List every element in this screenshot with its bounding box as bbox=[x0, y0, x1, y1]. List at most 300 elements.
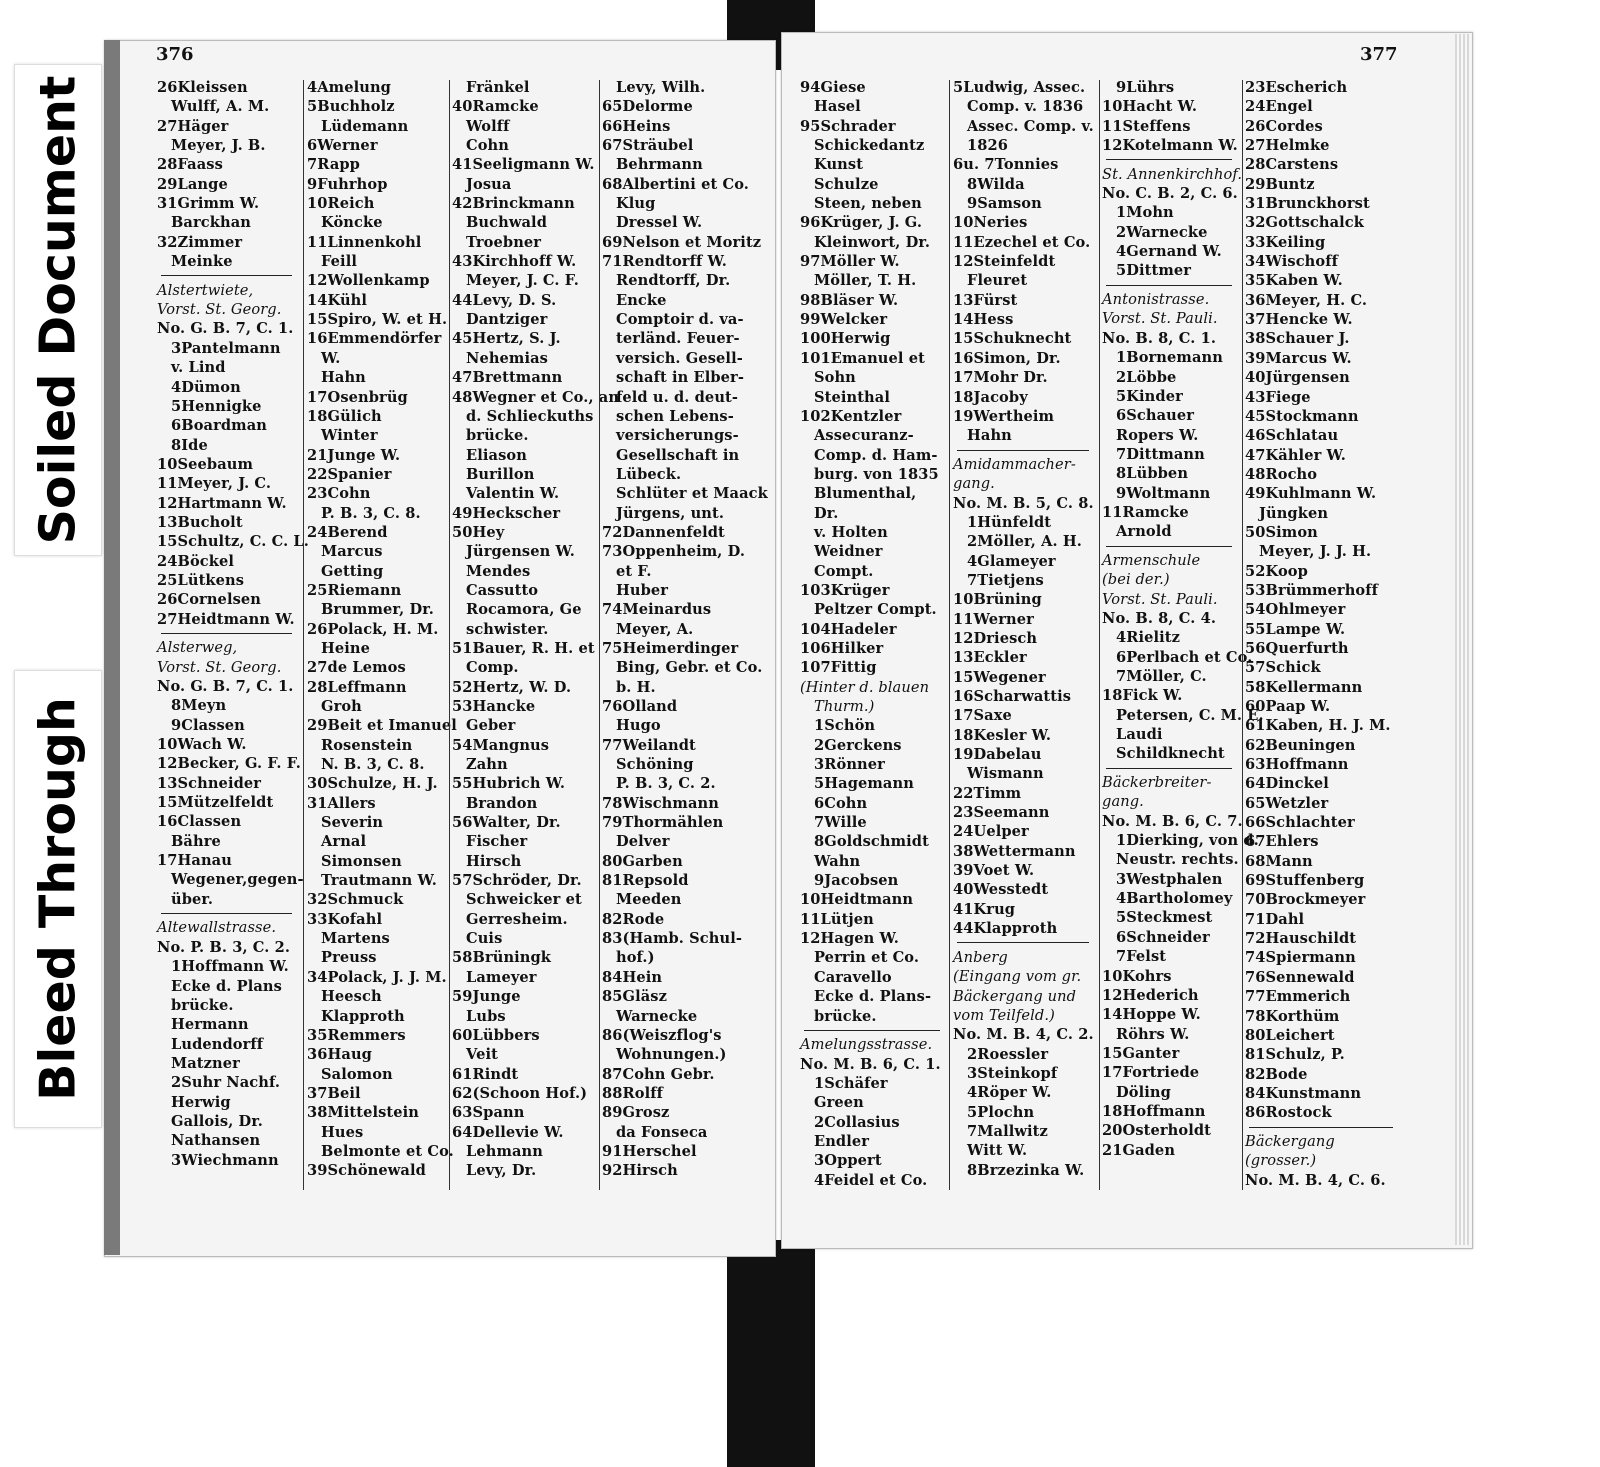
directory-entry: (Eingang vom gr. bbox=[953, 968, 1082, 986]
directory-entry: Wismann bbox=[967, 765, 1044, 783]
directory-entry: Comp. bbox=[466, 659, 519, 677]
directory-entry: 32Gottschalck bbox=[1245, 214, 1364, 232]
directory-entry: Vorst. St. Georg. bbox=[157, 658, 282, 676]
directory-entry: Delver bbox=[616, 833, 670, 851]
directory-entry: 12Steinfeldt bbox=[953, 253, 1056, 271]
directory-entry: 89Grosz bbox=[602, 1104, 670, 1122]
directory-entry: Herwig bbox=[171, 1093, 231, 1111]
directory-entry: (Hinter d. blauen bbox=[800, 678, 930, 696]
directory-entry: 32Zimmer bbox=[157, 233, 243, 251]
directory-entry: Ecke d. Plans- bbox=[814, 988, 932, 1006]
directory-entry: 37Beil bbox=[307, 1084, 361, 1102]
directory-entry: 8Meyn bbox=[171, 697, 227, 715]
directory-entry: 17Mohr Dr. bbox=[953, 369, 1048, 387]
directory-entry: 16Simon, Dr. bbox=[953, 349, 1061, 367]
directory-entry: 84Kunstmann bbox=[1245, 1084, 1362, 1102]
directory-entry: 26Polack, H. M. bbox=[307, 620, 439, 638]
directory-entry: Röhrs W. bbox=[1116, 1025, 1190, 1043]
directory-entry: v. Lind bbox=[171, 359, 226, 377]
directory-entry: Meyer, J. B. bbox=[171, 137, 266, 155]
column-3 bbox=[452, 78, 620, 1198]
directory-entry: Wolff bbox=[466, 117, 510, 135]
section-divider bbox=[1102, 281, 1240, 290]
directory-entry: P. B. 3, C. 2. bbox=[616, 775, 716, 793]
directory-entry: Meeden bbox=[616, 891, 682, 909]
directory-entry: 68Albertini et Co. bbox=[602, 175, 749, 193]
directory-entry: Gesellschaft in bbox=[616, 446, 740, 464]
directory-entry: No. C. B. 2, C. 6. bbox=[1102, 185, 1238, 203]
directory-entry: 77Weilandt bbox=[602, 736, 696, 754]
directory-entry: Antonistrasse. bbox=[1102, 291, 1210, 309]
directory-entry: 38Wettermann bbox=[953, 842, 1076, 860]
directory-entry: Lubs bbox=[466, 1007, 506, 1025]
directory-entry: 79Thormählen bbox=[602, 814, 724, 832]
directory-entry: Wulff, A. M. bbox=[171, 98, 270, 116]
directory-entry: 10Hacht W. bbox=[1102, 98, 1198, 116]
directory-entry: N. B. 3, C. 8. bbox=[321, 756, 425, 774]
directory-entry: brücke. bbox=[814, 1007, 877, 1025]
directory-entry: Bäckergang und bbox=[953, 987, 1077, 1005]
directory-entry: 3Rönner bbox=[814, 756, 885, 774]
directory-entry: 70Brockmeyer bbox=[1245, 891, 1366, 909]
directory-entry: 74Meinardus bbox=[602, 601, 712, 619]
directory-entry: 10Neries bbox=[953, 214, 1028, 232]
directory-entry: 2Collasius bbox=[814, 1113, 900, 1131]
directory-entry: Bäckergang bbox=[1245, 1132, 1335, 1150]
directory-entry: 106Hilker bbox=[800, 639, 884, 657]
directory-entry: Lüdemann bbox=[321, 117, 409, 135]
directory-entry: Weidner bbox=[814, 543, 883, 561]
directory-entry: Meyer, J. J. H. bbox=[1259, 543, 1372, 561]
directory-entry: 33Keiling bbox=[1245, 233, 1326, 251]
directory-entry: No. B. 8, C. 4. bbox=[1102, 609, 1217, 627]
directory-entry: 82Rode bbox=[602, 910, 665, 928]
directory-entry: Rendtorff, Dr. bbox=[616, 272, 731, 290]
directory-entry: 18Hoffmann bbox=[1102, 1102, 1206, 1120]
directory-entry: 24Berend bbox=[307, 523, 388, 541]
directory-entry: W. bbox=[321, 349, 341, 367]
directory-entry: Comp. v. 1836 bbox=[967, 98, 1084, 116]
directory-entry: Comp. d. Ham- bbox=[814, 446, 938, 464]
directory-entry: 8Wilda bbox=[967, 175, 1025, 193]
directory-entry: Geber bbox=[466, 717, 516, 735]
left-page-edge bbox=[104, 40, 120, 1255]
directory-entry: 32Schmuck bbox=[307, 891, 404, 909]
directory-entry: 81Schulz, P. bbox=[1245, 1046, 1345, 1064]
directory-entry: 10Reich bbox=[307, 195, 375, 213]
directory-entry: 2Roessler bbox=[967, 1045, 1049, 1063]
directory-entry: Schildknecht bbox=[1116, 745, 1225, 763]
directory-entry: Barckhan bbox=[171, 214, 251, 232]
directory-entry: 26Kleissen bbox=[157, 79, 248, 96]
directory-entry: Meinke bbox=[171, 253, 233, 271]
directory-entry: 84Hein bbox=[602, 968, 663, 986]
directory-entry: 76Sennewald bbox=[1245, 968, 1355, 986]
directory-entry: 69Nelson et Moritz bbox=[602, 233, 762, 251]
section-divider bbox=[800, 1026, 948, 1035]
directory-entry: 7Rapp bbox=[307, 156, 360, 174]
directory-entry: 65Delorme bbox=[602, 98, 693, 116]
directory-entry: Dressel W. bbox=[616, 214, 703, 232]
directory-entry: Belmonte et Co. bbox=[321, 1142, 454, 1160]
directory-entry: Perrin et Co. bbox=[814, 949, 920, 967]
directory-entry: 62(Schoon Hof.) bbox=[452, 1084, 588, 1102]
directory-entry: 17Osenbrüg bbox=[307, 388, 408, 406]
directory-entry: Simonsen bbox=[321, 852, 402, 870]
directory-entry: versich. Gesell- bbox=[616, 349, 743, 367]
directory-entry: Gerresheim. bbox=[466, 910, 568, 928]
directory-entry: 81Repsold bbox=[602, 872, 689, 890]
directory-entry: Caravello bbox=[814, 968, 892, 986]
directory-entry: Feill bbox=[321, 253, 357, 271]
directory-entry: 50Simon bbox=[1245, 523, 1318, 541]
directory-entry: 11Ramcke bbox=[1102, 503, 1189, 521]
directory-entry: Cohn bbox=[466, 137, 509, 155]
directory-entry: 2Löbbe bbox=[1116, 368, 1177, 386]
directory-entry: 6Schauer bbox=[1116, 407, 1195, 425]
directory-entry: 78Korthüm bbox=[1245, 1007, 1340, 1025]
directory-entry: Rosenstein bbox=[321, 736, 413, 754]
directory-entry: 1826 bbox=[967, 137, 1009, 155]
directory-entry: schen Lebens- bbox=[616, 407, 734, 425]
directory-entry: 5Plochn bbox=[967, 1103, 1035, 1121]
directory-entry: 49Kuhlmann W. bbox=[1245, 485, 1377, 503]
column-4 bbox=[602, 78, 768, 1198]
directory-entry: schwister. bbox=[466, 620, 549, 638]
directory-entry: 9Lührs bbox=[1116, 79, 1175, 96]
directory-entry: 16Emmendörfer bbox=[307, 330, 442, 348]
column-7 bbox=[1102, 78, 1264, 1198]
directory-entry: 15Mützelfeldt bbox=[157, 794, 274, 812]
directory-entry: 56Querfurth bbox=[1245, 639, 1349, 657]
directory-entry: 78Wischmann bbox=[602, 794, 719, 812]
column-1 bbox=[157, 78, 309, 1198]
directory-entry: 12Hederich bbox=[1102, 986, 1199, 1004]
directory-entry: Ropers W. bbox=[1116, 426, 1199, 444]
directory-entry: 71Rendtorff W. bbox=[602, 253, 727, 271]
directory-entry: 53Brümmerhoff bbox=[1245, 581, 1378, 599]
directory-entry: Brummer, Dr. bbox=[321, 601, 434, 619]
directory-entry: 66Heins bbox=[602, 117, 671, 135]
directory-entry: 8Ide bbox=[171, 436, 208, 454]
directory-entry: Arnold bbox=[1116, 523, 1172, 541]
directory-entry: 28Carstens bbox=[1245, 156, 1339, 174]
directory-entry: 13Schneider bbox=[157, 774, 262, 792]
directory-entry: 86(Weiszflog's bbox=[602, 1026, 722, 1044]
directory-entry: 21Gaden bbox=[1102, 1141, 1176, 1159]
column-divider bbox=[949, 80, 950, 1190]
directory-entry: Zahn bbox=[466, 756, 508, 774]
directory-entry: 10Brüning bbox=[953, 591, 1042, 609]
directory-entry: Nehemias bbox=[466, 349, 548, 367]
directory-entry: 53Hancke bbox=[452, 698, 536, 715]
directory-entry: 52Hertz, W. D. bbox=[452, 678, 572, 696]
directory-entry: Rocamora, Ge bbox=[466, 601, 582, 619]
column-divider bbox=[1099, 80, 1100, 1190]
directory-entry: 55Hubrich W. bbox=[452, 775, 566, 793]
directory-entry: 4Feidel et Co. bbox=[814, 1171, 928, 1189]
directory-entry: 60Lübbers bbox=[452, 1026, 540, 1044]
directory-entry: gang. bbox=[953, 475, 995, 493]
directory-entry: Bähre bbox=[171, 832, 221, 850]
directory-entry: 8Lübben bbox=[1116, 465, 1189, 483]
directory-entry: 12Becker, G. F. F. bbox=[157, 755, 301, 773]
directory-entry: Hasel bbox=[814, 98, 861, 116]
directory-entry: 39Schönewald bbox=[307, 1162, 426, 1180]
column-2 bbox=[307, 78, 457, 1198]
directory-entry: 11Lütjen bbox=[800, 910, 874, 928]
directory-entry: Bäckerbreiter- bbox=[1102, 774, 1212, 792]
directory-entry: 39Marcus W. bbox=[1245, 349, 1352, 367]
directory-entry: 13Eckler bbox=[953, 649, 1027, 667]
directory-entry: Green bbox=[814, 1094, 864, 1112]
bleed-through-text: Bleed Through bbox=[29, 697, 87, 1101]
directory-entry: 7Dittmann bbox=[1116, 445, 1205, 463]
directory-entry: 102Kentzler bbox=[800, 407, 902, 425]
directory-entry: Hahn bbox=[967, 427, 1012, 445]
directory-entry: 76Olland bbox=[602, 698, 678, 715]
directory-entry: 6Perlbach et Co. bbox=[1116, 648, 1253, 666]
directory-entry: Armenschule bbox=[1102, 551, 1201, 569]
directory-entry: 35Kaben W. bbox=[1245, 272, 1343, 290]
directory-entry: 1Hoffmann W. bbox=[171, 958, 289, 976]
directory-entry: 41Seeligmann W. bbox=[452, 156, 595, 174]
directory-entry: 9Samson bbox=[967, 195, 1042, 213]
directory-entry: 11Werner bbox=[953, 610, 1034, 628]
directory-entry: 4Röper W. bbox=[967, 1084, 1052, 1102]
directory-entry: 5Ludwig, Assec. bbox=[953, 79, 1086, 96]
directory-entry: (grosser.) bbox=[1245, 1152, 1317, 1170]
directory-entry: 17Hanau bbox=[157, 852, 232, 870]
directory-entry: Schöning bbox=[616, 756, 694, 774]
directory-entry: 15Spiro, W. et H. bbox=[307, 311, 448, 329]
directory-entry: Assec. Comp. v. bbox=[967, 117, 1094, 135]
directory-entry: 77Emmerich bbox=[1245, 988, 1351, 1006]
directory-entry: 19Dabelau bbox=[953, 746, 1042, 764]
directory-entry: No. M. B. 4, C. 2. bbox=[953, 1026, 1094, 1044]
directory-entry: Assecuranz- bbox=[814, 427, 914, 445]
directory-entry: et F. bbox=[616, 562, 652, 580]
directory-entry: 29Buntz bbox=[1245, 175, 1315, 193]
directory-entry: 91Herschel bbox=[602, 1142, 697, 1160]
directory-entry: Vorst. St. Pauli. bbox=[1102, 310, 1218, 328]
directory-entry: Sohn bbox=[814, 369, 856, 387]
directory-entry: 42Brinckmann bbox=[452, 195, 575, 213]
directory-entry: 18Kesler W. bbox=[953, 726, 1052, 744]
directory-entry: 12Hagen W. bbox=[800, 930, 899, 948]
directory-entry: 47Kähler W. bbox=[1245, 446, 1346, 464]
directory-entry: Witt W. bbox=[967, 1142, 1028, 1160]
directory-entry: Behrmann bbox=[616, 156, 703, 174]
directory-entry: 100Herwig bbox=[800, 330, 891, 348]
directory-entry: 41Krug bbox=[953, 900, 1016, 918]
directory-entry: 14Kühl bbox=[307, 291, 368, 309]
directory-entry: 95Schrader bbox=[800, 117, 896, 135]
section-divider bbox=[1102, 764, 1240, 773]
directory-entry: burg. von 1835 bbox=[814, 465, 939, 483]
directory-entry: 12Hartmann W. bbox=[157, 494, 287, 512]
directory-entry: No. M. B. 6, C. 7. bbox=[1102, 812, 1243, 830]
directory-entry: 7Möller, C. bbox=[1116, 668, 1207, 685]
directory-entry: 63Hoffmann bbox=[1245, 756, 1349, 774]
directory-entry: 12Driesch bbox=[953, 629, 1038, 647]
directory-entry: Gallois, Dr. bbox=[171, 1112, 263, 1130]
directory-entry: hof.) bbox=[616, 949, 655, 967]
directory-entry: 83(Hamb. Schul- bbox=[602, 930, 743, 948]
directory-entry: 4Rielitz bbox=[1116, 629, 1181, 647]
directory-entry: 87Cohn Gebr. bbox=[602, 1065, 715, 1083]
directory-entry: 5Hennigke bbox=[171, 397, 262, 415]
directory-entry: 7Tietjens bbox=[967, 571, 1044, 589]
directory-entry: 18Fick W. bbox=[1102, 687, 1183, 705]
directory-entry: 1Schäfer bbox=[814, 1074, 888, 1092]
directory-entry: Brandon bbox=[466, 794, 538, 812]
directory-entry: 14Hoppe W. bbox=[1102, 1006, 1201, 1024]
directory-entry: No. G. B. 7, C. 1. bbox=[157, 320, 294, 338]
directory-entry: 38Mittelstein bbox=[307, 1104, 420, 1122]
column-6 bbox=[953, 78, 1097, 1198]
directory-entry: feld u. d. deut- bbox=[616, 388, 739, 406]
directory-entry: gang. bbox=[1102, 793, 1144, 811]
directory-entry: Dantziger bbox=[466, 311, 548, 329]
directory-entry: 31Brunckhorst bbox=[1245, 195, 1370, 213]
directory-entry: Meyer, A. bbox=[616, 620, 694, 638]
directory-entry: 46Schlatau bbox=[1245, 427, 1339, 445]
directory-entry: 97Möller W. bbox=[800, 253, 900, 271]
directory-entry: v. Holten bbox=[814, 523, 888, 541]
directory-entry: 31Grimm W. bbox=[157, 195, 260, 213]
directory-entry: 48Rocho bbox=[1245, 465, 1318, 483]
directory-entry: 49Heckscher bbox=[452, 504, 561, 522]
directory-entry: Levy, Dr. bbox=[466, 1162, 537, 1180]
directory-entry: Salomon bbox=[321, 1065, 393, 1083]
directory-entry: 16Classen bbox=[157, 813, 242, 831]
directory-entry: Schickedantz bbox=[814, 137, 925, 155]
directory-entry: 28Faass bbox=[157, 156, 223, 174]
directory-entry: Martens bbox=[321, 930, 390, 948]
directory-entry: Dr. bbox=[814, 504, 839, 522]
directory-entry: 14Hess bbox=[953, 311, 1014, 329]
directory-entry: Jürgens, unt. bbox=[616, 504, 725, 522]
section-divider bbox=[157, 629, 300, 638]
directory-entry: Wohnungen.) bbox=[616, 1046, 727, 1064]
directory-entry: Jüngken bbox=[1259, 504, 1329, 522]
directory-entry: Encke bbox=[616, 291, 667, 309]
directory-entry: 68Mann bbox=[1245, 852, 1313, 870]
directory-entry: Schlüter et Maack bbox=[616, 485, 768, 503]
directory-entry: 10Heidtmann bbox=[800, 891, 914, 909]
directory-entry: b. H. bbox=[616, 678, 656, 696]
directory-entry: 31Allers bbox=[307, 794, 376, 812]
directory-entry: 34Wischoff bbox=[1245, 253, 1338, 271]
directory-entry: 4Dümon bbox=[171, 378, 241, 396]
directory-entry: 3Steinkopf bbox=[967, 1064, 1058, 1082]
directory-entry: 94Giese bbox=[800, 79, 866, 96]
directory-entry: 6Werner bbox=[307, 137, 378, 155]
directory-entry: 4Bartholomey bbox=[1116, 890, 1233, 908]
directory-entry: 15Schuknecht bbox=[953, 330, 1072, 348]
directory-entry: 10Kohrs bbox=[1102, 967, 1172, 985]
directory-entry: 6Boardman bbox=[171, 417, 267, 435]
directory-entry: Möller, T. H. bbox=[814, 272, 917, 290]
directory-entry: Fränkel bbox=[466, 79, 530, 96]
section-divider bbox=[953, 938, 1097, 947]
directory-entry: Veit bbox=[466, 1046, 498, 1064]
directory-entry: Kunst bbox=[814, 156, 864, 174]
section-divider bbox=[1102, 155, 1240, 164]
directory-entry: Meyer, J. C. F. bbox=[466, 272, 579, 290]
directory-entry: 101Emanuel et bbox=[800, 349, 925, 367]
directory-entry: 64Dinckel bbox=[1245, 775, 1329, 793]
directory-entry: Amidammacher- bbox=[953, 455, 1076, 473]
directory-entry: Alsterweg, bbox=[157, 639, 238, 657]
directory-entry: 22Spanier bbox=[307, 465, 392, 483]
directory-entry: Winter bbox=[321, 427, 378, 445]
directory-entry: Buchwald bbox=[466, 214, 548, 232]
directory-entry: 45Stockmann bbox=[1245, 407, 1359, 425]
directory-entry: 11Linnenkohl bbox=[307, 233, 422, 251]
section-divider bbox=[1245, 1123, 1401, 1132]
directory-entry: Schulze bbox=[814, 175, 879, 193]
directory-entry: 19Wertheim bbox=[953, 407, 1055, 425]
section-divider bbox=[157, 909, 300, 918]
directory-entry: 27Helmke bbox=[1245, 137, 1330, 155]
directory-entry: 37Hencke W. bbox=[1245, 311, 1353, 329]
directory-entry: 96Krüger, J. G. bbox=[800, 214, 923, 232]
directory-entry: 9Woltmann bbox=[1116, 484, 1211, 502]
directory-entry: Heine bbox=[321, 639, 371, 657]
directory-entry: 5Kinder bbox=[1116, 387, 1183, 405]
directory-entry: 12Kotelmann W. bbox=[1102, 137, 1238, 155]
directory-entry: 28Leffmann bbox=[307, 678, 407, 696]
directory-entry: 8Brzezinka W. bbox=[967, 1161, 1085, 1179]
directory-entry: 58Brüningk bbox=[452, 949, 552, 967]
directory-entry: 59Junge bbox=[452, 988, 521, 1006]
directory-entry: 30Schulze, H. J. bbox=[307, 775, 438, 793]
directory-entry: 62Beuningen bbox=[1245, 736, 1356, 754]
directory-entry: 1Bornemann bbox=[1116, 349, 1223, 367]
directory-entry: Fischer bbox=[466, 833, 528, 851]
directory-entry: 80Leichert bbox=[1245, 1026, 1335, 1044]
directory-entry: 29Lange bbox=[157, 175, 228, 193]
directory-entry: 34Polack, J. J. M. bbox=[307, 968, 447, 986]
directory-entry: 16Scharwattis bbox=[953, 688, 1072, 705]
directory-entry: 72Hauschildt bbox=[1245, 930, 1357, 948]
column-divider bbox=[599, 80, 600, 1190]
directory-entry: 50Hey bbox=[452, 523, 505, 541]
directory-entry: 23Cohn bbox=[307, 485, 371, 503]
directory-entry: Severin bbox=[321, 814, 384, 832]
directory-entry: 15Ganter bbox=[1102, 1044, 1180, 1062]
directory-entry: 43Kirchhoff W. bbox=[452, 253, 577, 271]
directory-entry: Nathansen bbox=[171, 1132, 261, 1150]
page-number-left: 376 bbox=[156, 44, 194, 65]
directory-entry: 7Wille bbox=[814, 814, 867, 832]
directory-entry: 6Schneider bbox=[1116, 928, 1210, 946]
directory-entry: 24Uelper bbox=[953, 823, 1029, 841]
directory-entry: Wahn bbox=[814, 852, 861, 870]
directory-entry: 11Meyer, J. C. bbox=[157, 475, 272, 493]
directory-entry: Endler bbox=[814, 1132, 870, 1150]
directory-entry: 48Wegner et Co., an bbox=[452, 388, 620, 406]
directory-entry: 75Heimerdinger bbox=[602, 639, 739, 657]
directory-entry: Steinthal bbox=[814, 388, 890, 406]
directory-entry: 5Hagemann bbox=[814, 775, 914, 793]
directory-entry: 13Fürst bbox=[953, 291, 1018, 309]
directory-entry: vom Teilfeld.) bbox=[953, 1006, 1055, 1024]
directory-entry: d. Schlieckuths bbox=[466, 407, 594, 425]
right-page-edge bbox=[1455, 34, 1471, 1245]
